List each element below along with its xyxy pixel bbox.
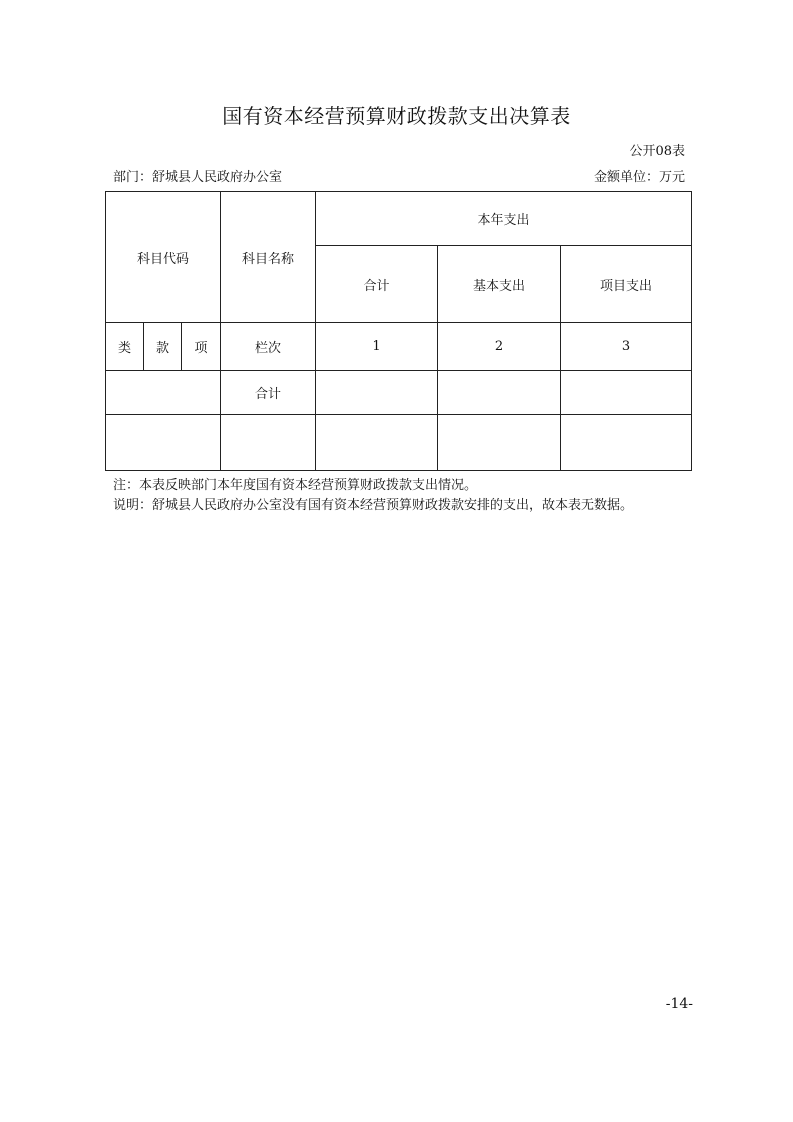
empty-basic-cell <box>438 415 561 471</box>
header-subject-code: 科目代码 <box>106 192 221 323</box>
total-row-label: 合计 <box>221 371 316 415</box>
header-subject-name: 科目名称 <box>221 192 316 323</box>
header-kuan: 款 <box>144 323 182 371</box>
header-current-year-spending: 本年支出 <box>316 192 692 246</box>
empty-total-cell <box>316 415 438 471</box>
empty-data-row <box>106 415 692 471</box>
column-order-row <box>106 323 692 371</box>
header-total: 合计 <box>316 246 438 323</box>
header-row-1 <box>106 192 692 246</box>
column-number-2: 2 <box>438 323 561 371</box>
department-label: 部门：舒城县人民政府办公室 <box>113 170 283 185</box>
empty-code-cell <box>106 415 221 471</box>
header-xiang: 项 <box>182 323 221 371</box>
page-number: -14- <box>665 996 693 1012</box>
total-row-project-cell <box>561 371 692 415</box>
page-title: 国有资本经营预算财政拨款支出决算表 <box>222 104 571 128</box>
form-number: 公开08表 <box>629 144 685 159</box>
table-note: 注：本表反映部门本年度国有资本经营预算财政拨款支出情况。 <box>113 478 478 493</box>
header-column-order: 栏次 <box>221 323 316 371</box>
header-project-spending: 项目支出 <box>561 246 692 323</box>
total-row-basic-cell <box>438 371 561 415</box>
table-explanation: 说明：舒城县人民政府办公室没有国有资本经营预算财政拨款安排的支出，故本表无数据。 <box>113 498 634 513</box>
column-number-3: 3 <box>561 323 692 371</box>
empty-name-cell <box>221 415 316 471</box>
column-number-1: 1 <box>316 323 438 371</box>
total-row <box>106 371 692 415</box>
empty-project-cell <box>561 415 692 471</box>
total-row-total-cell <box>316 371 438 415</box>
amount-unit-label: 金额单位：万元 <box>593 170 685 185</box>
total-row-code-cell <box>106 371 221 415</box>
header-basic-spending: 基本支出 <box>438 246 561 323</box>
header-lei: 类 <box>106 323 144 371</box>
expenditure-table <box>105 191 692 471</box>
